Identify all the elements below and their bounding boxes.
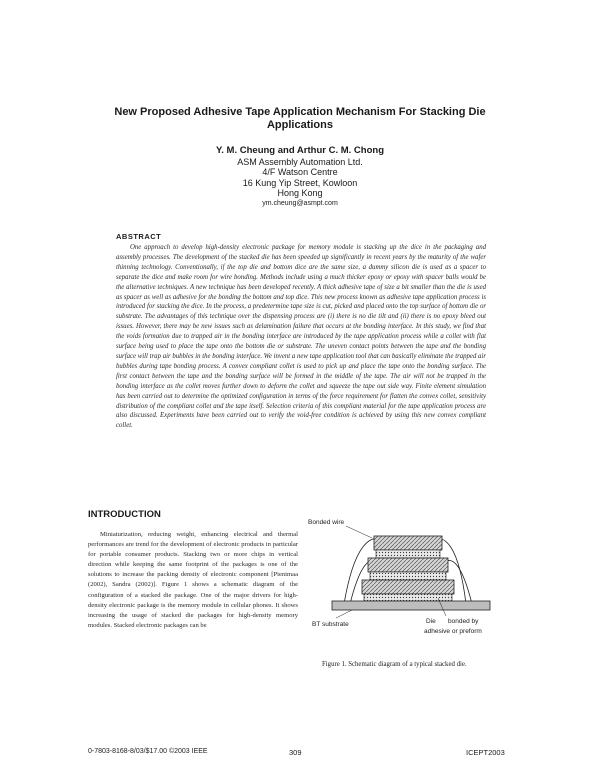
label-bonded-wire: Bonded wire xyxy=(308,519,345,526)
author-email: ym.cheung@asmpt.com xyxy=(262,199,338,207)
footer-isbn: 0-7803-8168-8/03/$17.00 ©2003 IEEE xyxy=(88,748,208,755)
paper-title: New Proposed Adhesive Tape Application Mechanism For Stacking Die Applications xyxy=(114,106,486,131)
affiliation-line: 16 Kung Yip Street, Kowloon xyxy=(242,177,358,188)
author-names: Y. M. Cheung and Arthur C. M. Chong xyxy=(216,145,384,156)
label-bt-substrate: BT substrate xyxy=(312,621,349,628)
affiliation-line: Hong Kong xyxy=(277,188,323,198)
abstract-text: One approach to develop high-density electronic package for memory module is stacking up the dice in the packaging and assembly processes. The development of the stacked die has been speeded up significantly in recent years by the maturity of the wafer thinning technology. Conventionally, if the top die and bottom dice are the same size, a dummy silicon die is used as a spacer to separate the dice and make room for wire bonding. Methods include using a much thicker epoxy or epoxy with spacer balls would be the alternative techniques. A new technique has been developed recently. A thick adhesive tape of size a bit smaller than the die is used as spacer as well as adhesive for the bonding the bottom and top dice. This new process known as adhesive tape application process is introduced for stacking the dice. In the process, a predetermine tape size is cut, picked and placed onto the top surface of bottom die or substrate. The advantages of this technique over the dispensing process are (i) there is no die tilt and (ii) there is no epoxy bleed out issues. However, there may be new issues such as delamination failure that occurs at the bonding interface. In this study, we find that the voids formation due to trapped air in the bonding interface are introduced by the tape application process while a collet with flat surface being used to place the tape onto the bottom die or substrate. The uneven contact points between the tape and the bonding surface will trap air bubbles in the bonding interface. We invent a new tape application tool that can basically eliminate the trapped air bubbles during tape bonding process. A convex compliant collet is used to pick up and place the tape onto the bonding surface. The first contact between the tape and the bonding surface will be formed in the middle of the tape. The air will not be trapped in the bonding interface as the collet moves further down to deform the collet and squeeze the tape out side way. Finite element simulation has been carried out to determine the optimized configuration in terms of the force requirement for flatten the convex collet, sensitivity distribution of the compliant collet and the tape itself. Selection criteria of this compliant material for the tape application process are also discussed. Experiments have been carried out to verify the void-free condition is achieved by using this new convex compliant collet. xyxy=(116,244,486,430)
label-adhesive: adhesive or preform xyxy=(424,628,482,635)
adhesive-layer xyxy=(370,572,446,580)
affiliation-line: ASM Assembly Automation Ltd. xyxy=(237,156,363,167)
top-die xyxy=(374,536,442,550)
page-number: 309 xyxy=(289,748,302,757)
introduction-heading: INTRODUCTION xyxy=(88,509,161,520)
label-die: Die xyxy=(426,618,436,625)
adhesive-layer xyxy=(376,550,440,558)
introduction-text: Miniaturization, reducing weight, enhancing electrical and thermal performances are trend for the development of electronic products in particular for portable consumer products. Stacking two or more chips in vertical direction while keeping the same footprint of the packages is one of the solutions to increase the packing density of electronic component [Pienimaa (2002), Sandra (2002)]. Figure 1 shows a schematic diagram of the configuration of a stacked die package. One of the major drivers for high-density electronic package is the memory module in cellular phones. It shows increasing the usage of stacked die packages for high-density memory modules. Stacked electronic packages can be xyxy=(88,531,298,629)
footer-conference: ICEPT2003 xyxy=(466,748,505,757)
abstract-heading: ABSTRACT xyxy=(116,232,162,241)
figure-caption: Figure 1. Schematic diagram of a typical stacked die. xyxy=(322,661,467,668)
middle-die xyxy=(368,558,448,572)
author-block xyxy=(150,146,450,209)
label-bonded-by: bonded by xyxy=(448,618,479,625)
stacked-die-figure xyxy=(306,512,516,638)
affiliation-line: 4/F Watson Centre xyxy=(262,167,338,177)
bt-substrate xyxy=(332,601,490,610)
bottom-die xyxy=(362,580,454,594)
